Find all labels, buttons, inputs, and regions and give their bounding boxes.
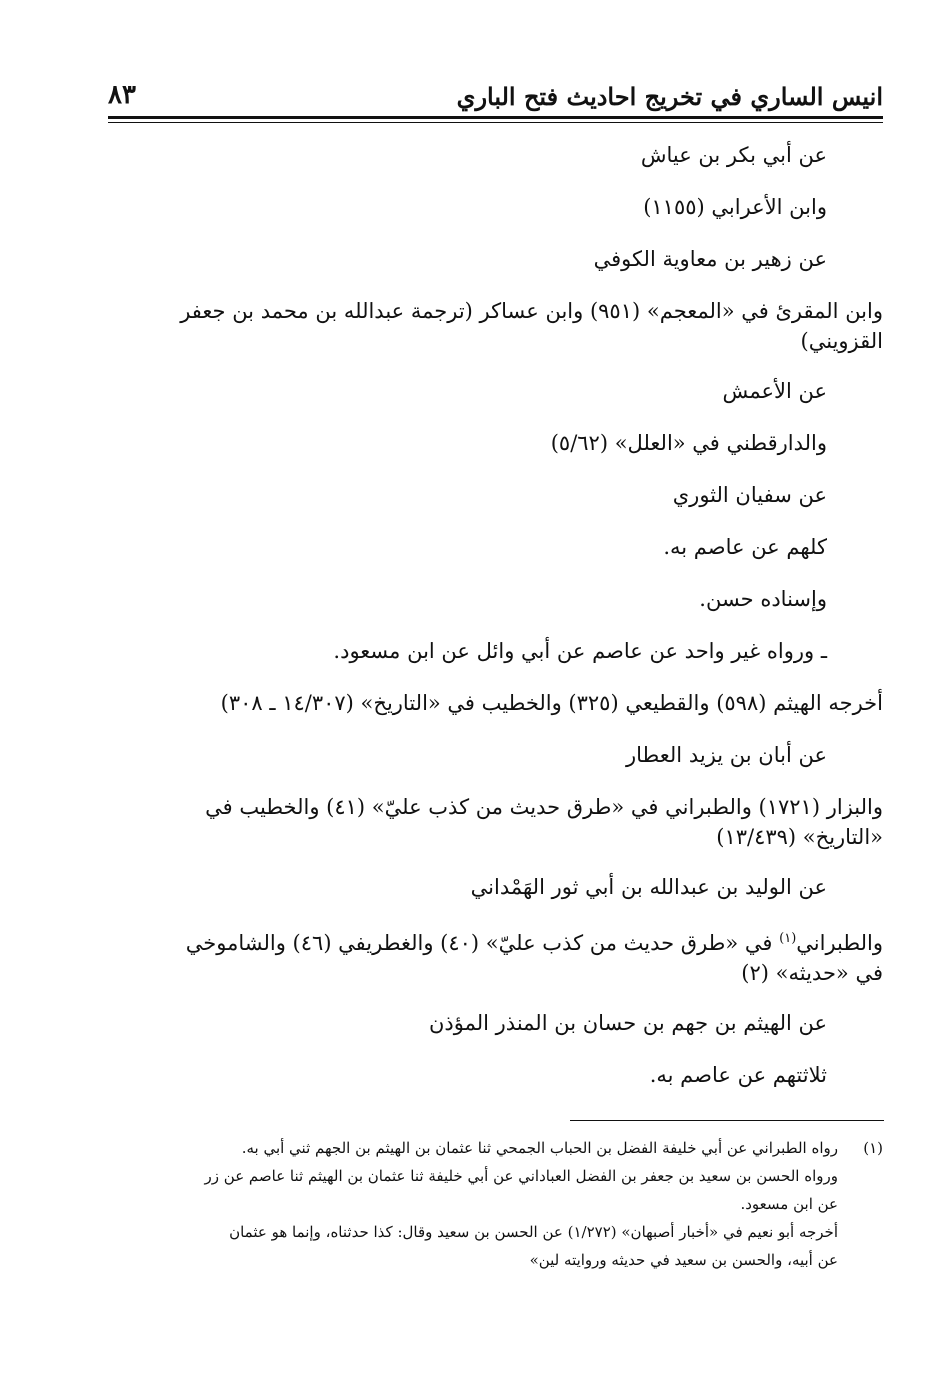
page-number: ٨٣ bbox=[108, 80, 136, 110]
footnote-marker: (١) bbox=[863, 1139, 883, 1157]
text-line: عن أبي بكر بن عياش bbox=[640, 143, 827, 167]
text-line: عن الوليد بن عبدالله بن أبي ثور الهَمْداني bbox=[470, 875, 827, 899]
book-title: انيس الساري في تخريج احاديث فتح الباري bbox=[456, 82, 883, 111]
header-rule-thin bbox=[108, 122, 883, 123]
footnote-separator bbox=[570, 1120, 884, 1121]
footnote-1 bbox=[108, 1134, 883, 1274]
header-rule-thick bbox=[108, 116, 883, 119]
text-line bbox=[108, 924, 883, 958]
footnote-line: رواه الطبراني عن أبي خليفة الفضل بن الحباب الجمحي ثنا عثمان بن الهيثم بن الجهم ثني أبي به. bbox=[241, 1139, 838, 1157]
paragraph-tabarani bbox=[108, 924, 883, 988]
footnotes bbox=[108, 1134, 883, 1274]
text-line: وابن الأعرابي (١١٥٥) bbox=[643, 195, 827, 219]
text-line: عن أبان بن يزيد العطار bbox=[626, 743, 827, 767]
text-line: وإسناده حسن. bbox=[699, 587, 827, 611]
text-line: عن الأعمش bbox=[722, 379, 827, 403]
text-line: عن زهير بن معاوية الكوفي bbox=[593, 247, 827, 271]
footnote-line: أخرجه أبو نعيم في «أخبار أصبهان» (١/٢٧٢) عن الحسن بن سعيد وقال: كذا حدثناه، وإنما هو عثمان bbox=[229, 1223, 838, 1241]
text-line: والبزار (١٧٢١) والطبراني في «طرق حديث من كذب عليّ» (٤١) والخطيب في bbox=[205, 795, 883, 819]
text-span: في «طرق حديث من كذب عليّ» (٤٠) والغطريفي (٤٦) والشاموخي bbox=[185, 931, 780, 955]
paragraph-muqri bbox=[108, 296, 883, 356]
text-line: عن الهيثم بن جهم بن حسان بن المنذر المؤذن bbox=[428, 1011, 827, 1035]
text-line: «التاريخ» (١٣/٤٣٩) bbox=[716, 825, 883, 849]
main-text bbox=[108, 140, 883, 1112]
text-line: عن سفيان الثوري bbox=[672, 483, 827, 507]
footnote-line: عن ابن مسعود. bbox=[740, 1195, 838, 1213]
text-line: ـ ورواه غير واحد عن عاصم عن أبي وائل عن ابن مسعود. bbox=[333, 639, 827, 663]
text-line: وابن المقرئ في «المعجم» (٩٥١) وابن عساكر (ترجمة عبدالله بن محمد بن جعفر bbox=[180, 299, 883, 323]
text-line: كلهم عن عاصم به. bbox=[663, 535, 827, 559]
text-line: القزويني) bbox=[800, 329, 883, 353]
footnote-reference[interactable]: (١) bbox=[779, 931, 797, 946]
text-span: والطبراني bbox=[796, 931, 883, 955]
text-line: والدارقطني في «العلل» (٥/٦٢) bbox=[550, 431, 827, 455]
footnote-line: ورواه الحسن بن سعيد بن جعفر بن الفضل العباداني عن أبي خليفة ثنا عثمان بن الهيثم ثنا عاصم عن زر bbox=[204, 1167, 838, 1185]
text-line: ثلاثتهم عن عاصم به. bbox=[649, 1063, 827, 1087]
footnote-line: عن أبيه، والحسن بن سعيد في حديثه وروايته لين» bbox=[529, 1251, 838, 1269]
paragraph-bazzar bbox=[108, 792, 883, 852]
text-line: في «حديثه» (٢) bbox=[741, 961, 883, 985]
page-header bbox=[108, 74, 883, 120]
text-line: أخرجه الهيثم (٥٩٨) والقطيعي (٣٢٥) والخطيب في «التاريخ» (١٤/٣٠٧ ـ ٣٠٨) bbox=[220, 691, 883, 715]
